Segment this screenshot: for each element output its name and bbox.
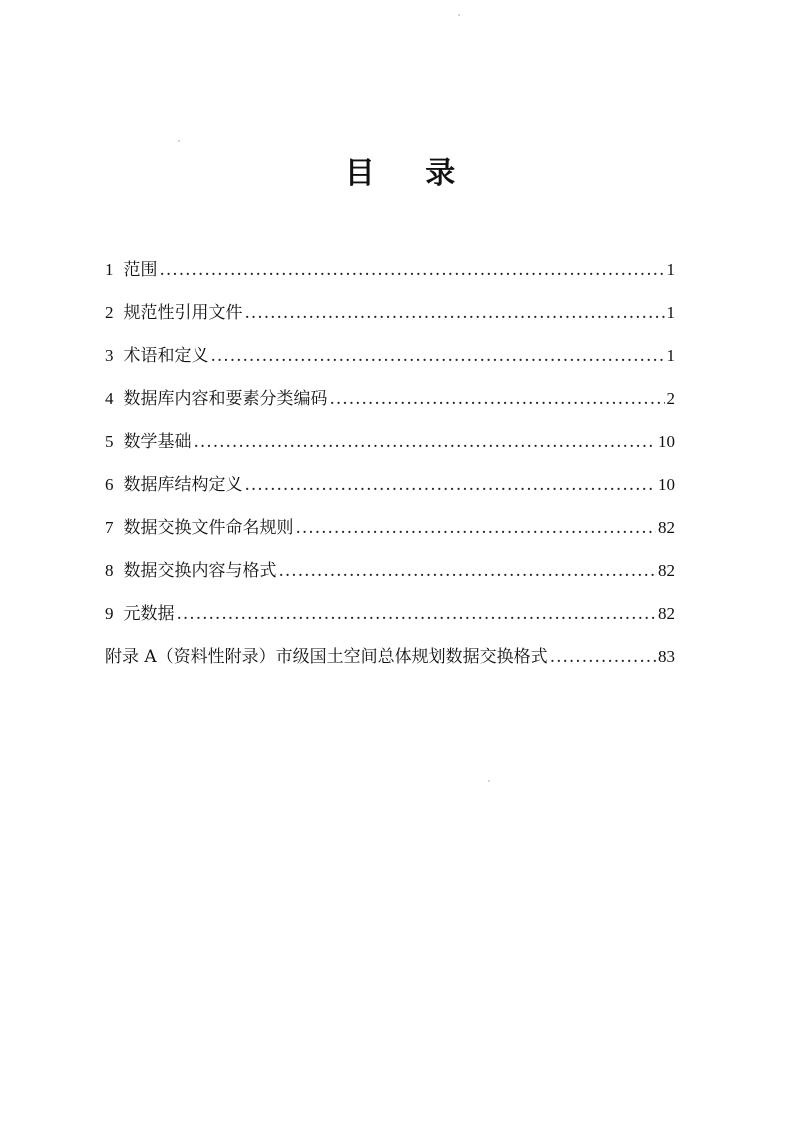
dot-leader <box>330 378 665 421</box>
page-title: 目 录 <box>344 156 476 191</box>
scan-speck <box>488 780 490 782</box>
toc-entry-title: 数据交换文件命名规则 <box>123 518 294 538</box>
toc-entry-scope[interactable] <box>105 248 675 291</box>
toc-entry-page: 82 <box>658 604 675 623</box>
toc-entry-number: 2 <box>105 303 114 322</box>
toc-entry-title: 数据交换内容与格式 <box>123 561 277 581</box>
dot-leader <box>194 421 657 464</box>
dot-leader <box>245 292 665 335</box>
toc-entry-page: 2 <box>666 389 675 408</box>
toc-entry-page: 83 <box>658 647 675 666</box>
scan-speck <box>178 140 180 142</box>
toc-entry-title: 术语和定义 <box>123 346 209 366</box>
toc-entry-title: 数学基础 <box>123 432 192 452</box>
dot-leader <box>245 464 657 507</box>
toc-entry-page: 1 <box>666 260 675 279</box>
toc-entry-number: 7 <box>105 518 114 537</box>
toc-entry-page: 1 <box>666 303 675 322</box>
toc-entry-normative-references[interactable] <box>105 291 675 334</box>
dot-leader <box>296 507 657 550</box>
dot-leader <box>279 550 657 593</box>
toc-entry-title: 元数据 <box>123 604 175 624</box>
toc-entry-math-basis[interactable] <box>105 420 675 463</box>
dot-leader <box>550 636 656 679</box>
toc-entry-title: 范围 <box>123 260 158 280</box>
toc-entry-number: 6 <box>105 475 114 494</box>
toc-entry-terms[interactable] <box>105 334 675 377</box>
toc-entry-database-structure[interactable] <box>105 463 675 506</box>
toc-entry-database-content[interactable] <box>105 377 675 420</box>
toc-entry-appendix-a[interactable] <box>105 635 675 678</box>
toc-entry-number: 3 <box>105 346 114 365</box>
dot-leader <box>177 593 657 636</box>
toc-entry-page: 10 <box>658 432 675 451</box>
toc-entry-number: 1 <box>105 260 114 279</box>
toc-entry-title: 附录 A（资料性附录）市级国土空间总体规划数据交换格式 <box>105 647 548 667</box>
toc-entry-page: 10 <box>658 475 675 494</box>
dot-leader <box>211 335 665 378</box>
toc-entry-page: 1 <box>666 346 675 365</box>
scan-speck <box>458 14 460 16</box>
toc-entry-title: 规范性引用文件 <box>123 303 243 323</box>
toc-entry-exchange-format[interactable] <box>105 549 675 592</box>
toc-entry-number: 5 <box>105 432 114 451</box>
toc-entry-page: 82 <box>658 518 675 537</box>
toc-entry-file-naming[interactable] <box>105 506 675 549</box>
toc-entry-title: 数据库内容和要素分类编码 <box>123 389 328 409</box>
toc-entry-number: 9 <box>105 604 114 623</box>
toc-entry-number: 8 <box>105 561 114 580</box>
toc-entry-number: 4 <box>105 389 114 408</box>
toc-entry-metadata[interactable] <box>105 592 675 635</box>
dot-leader <box>160 249 665 292</box>
toc-entry-title: 数据库结构定义 <box>123 475 243 495</box>
toc-entry-page: 82 <box>658 561 675 580</box>
table-of-contents <box>105 248 675 678</box>
